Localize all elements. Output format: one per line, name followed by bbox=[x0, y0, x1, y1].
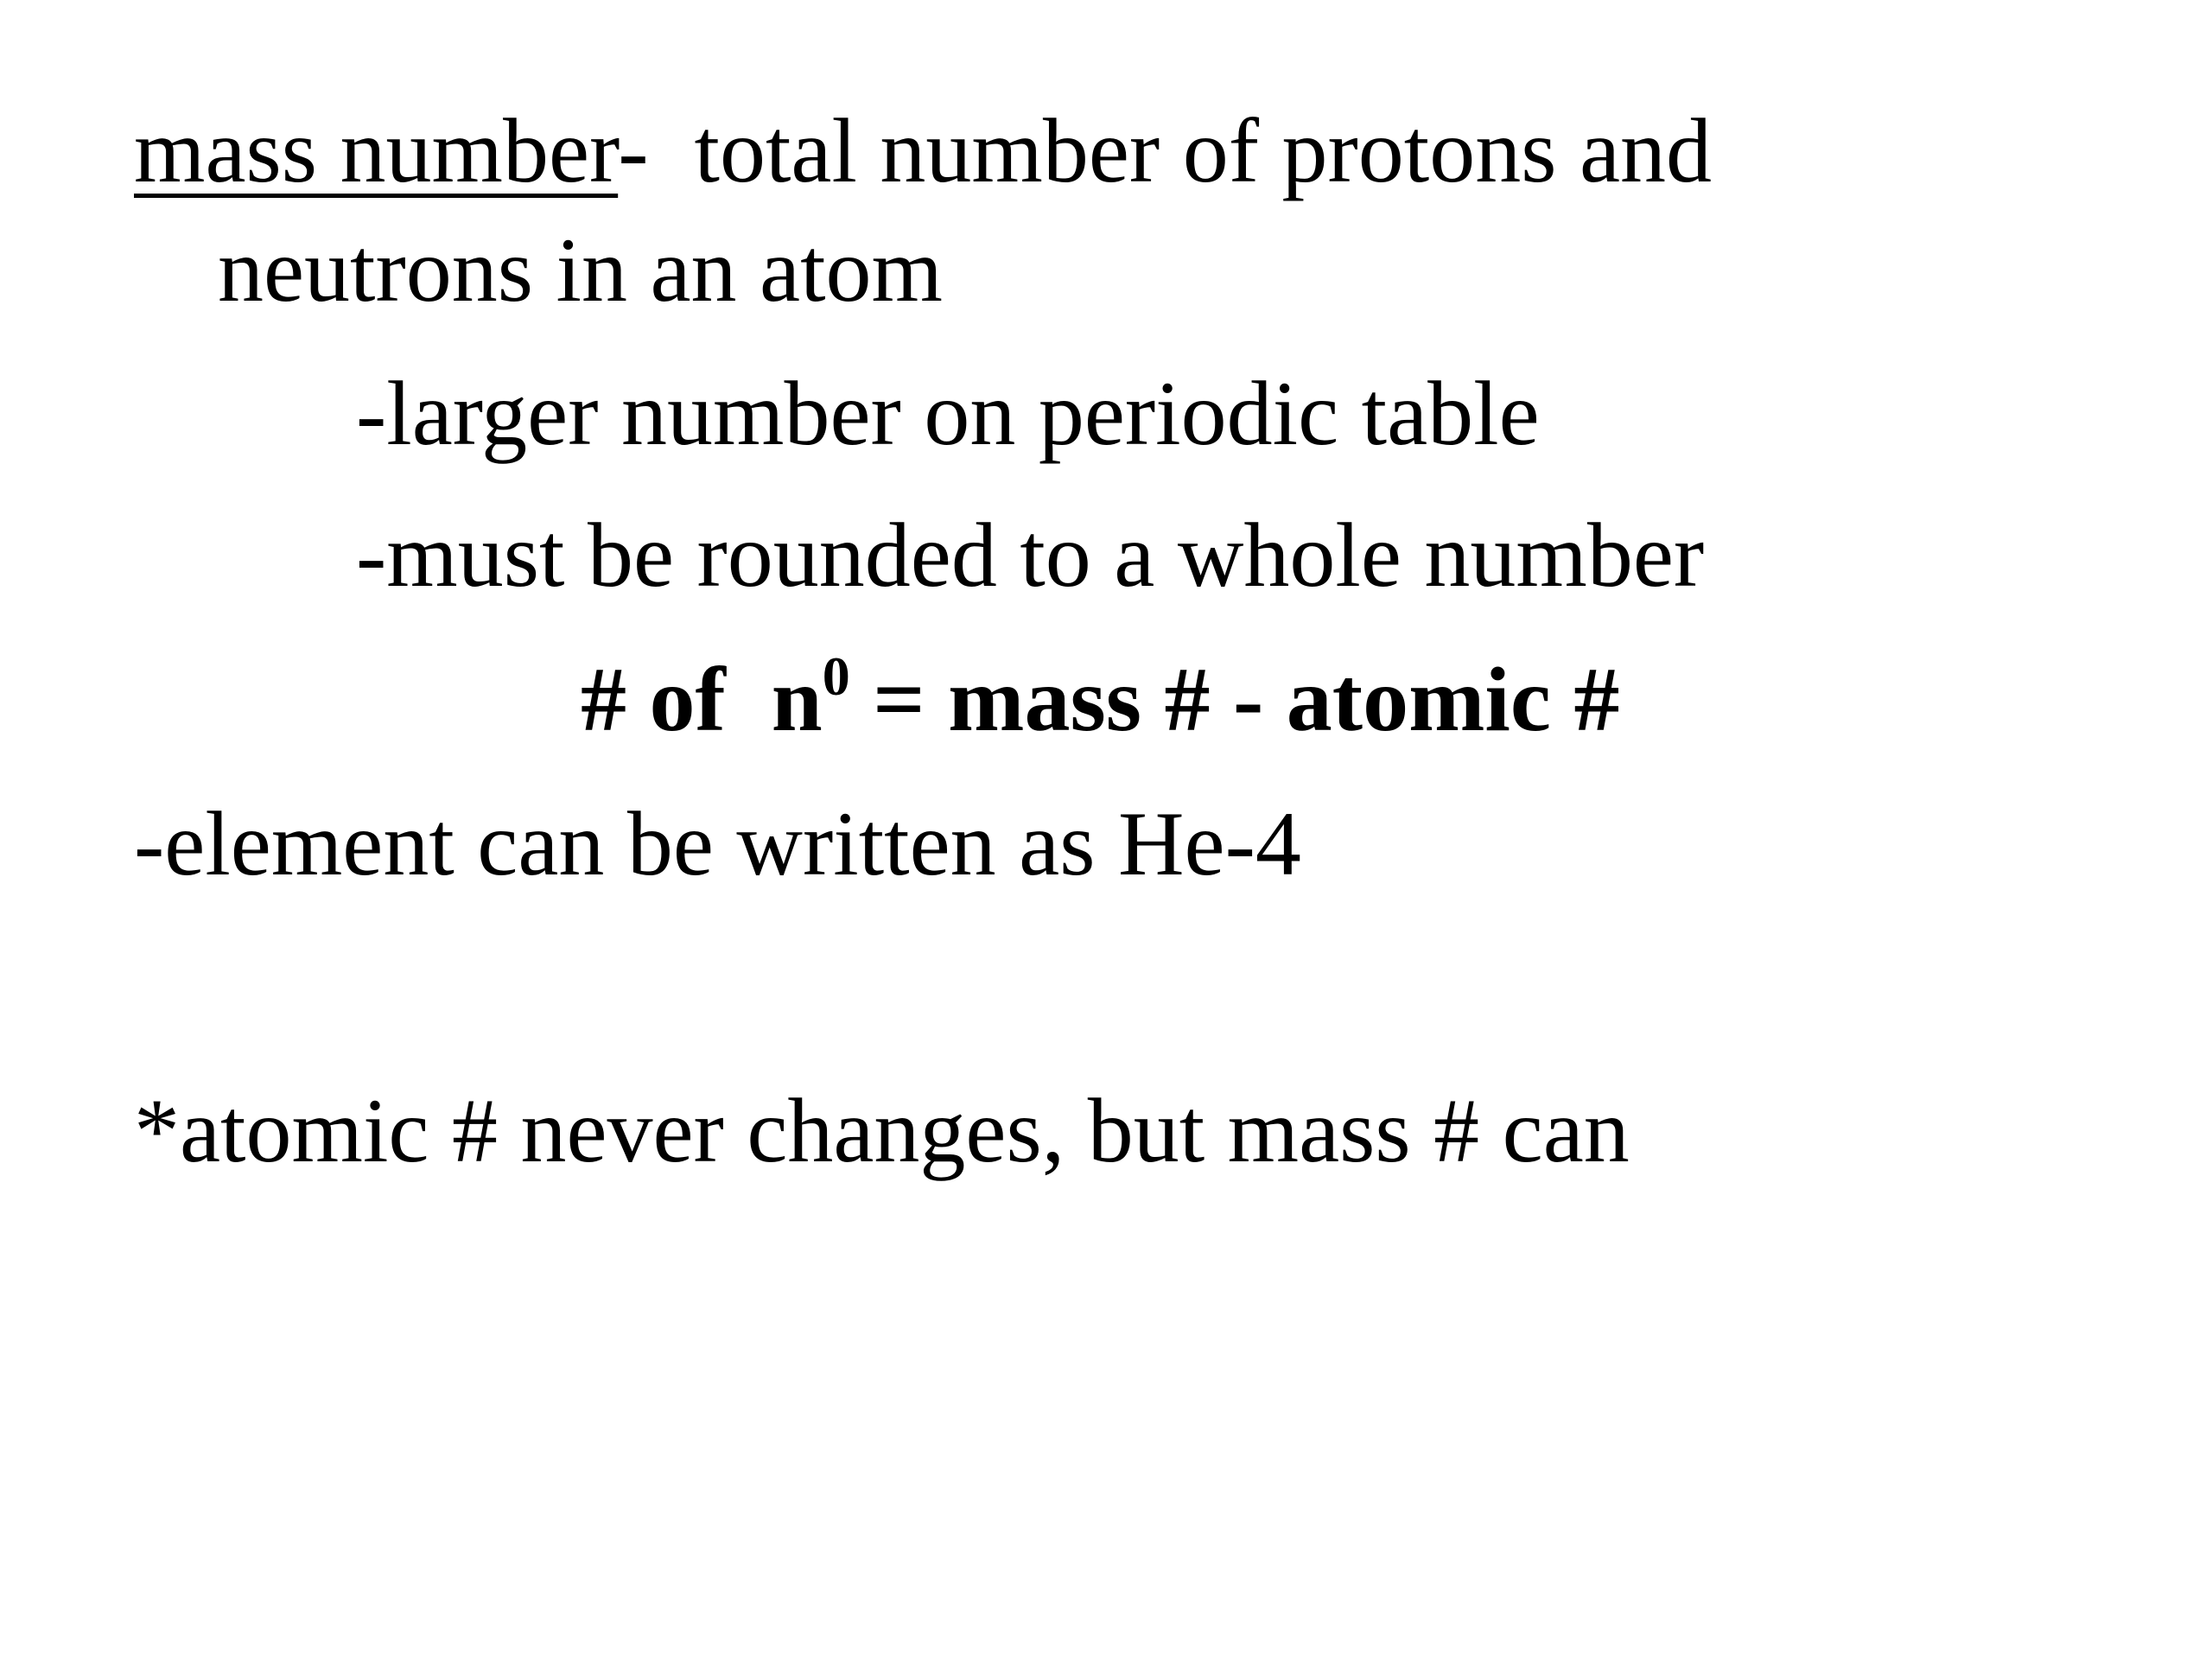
bullet-larger-number: -larger number on periodic table bbox=[356, 363, 1540, 464]
definition-line-2: neutrons in an atom bbox=[218, 219, 943, 321]
note-atomic-number: *atomic # never changes, but mass # can bbox=[134, 1080, 1630, 1181]
formula-suffix: = mass # - atomic # bbox=[849, 649, 1620, 750]
term-mass-number: mass number bbox=[134, 100, 619, 201]
definition-dash: - bbox=[618, 100, 649, 201]
neutron-formula bbox=[581, 645, 1620, 750]
formula-superscript: 0 bbox=[822, 645, 850, 707]
definition-line-1 bbox=[134, 100, 1713, 201]
bullet-rounded: -must be rounded to a whole number bbox=[356, 505, 1705, 606]
example-he-4: -element can be written as He-4 bbox=[134, 793, 1301, 894]
formula-prefix: # of n bbox=[581, 649, 823, 750]
definition-text-1: total number of protons and bbox=[648, 100, 1713, 201]
